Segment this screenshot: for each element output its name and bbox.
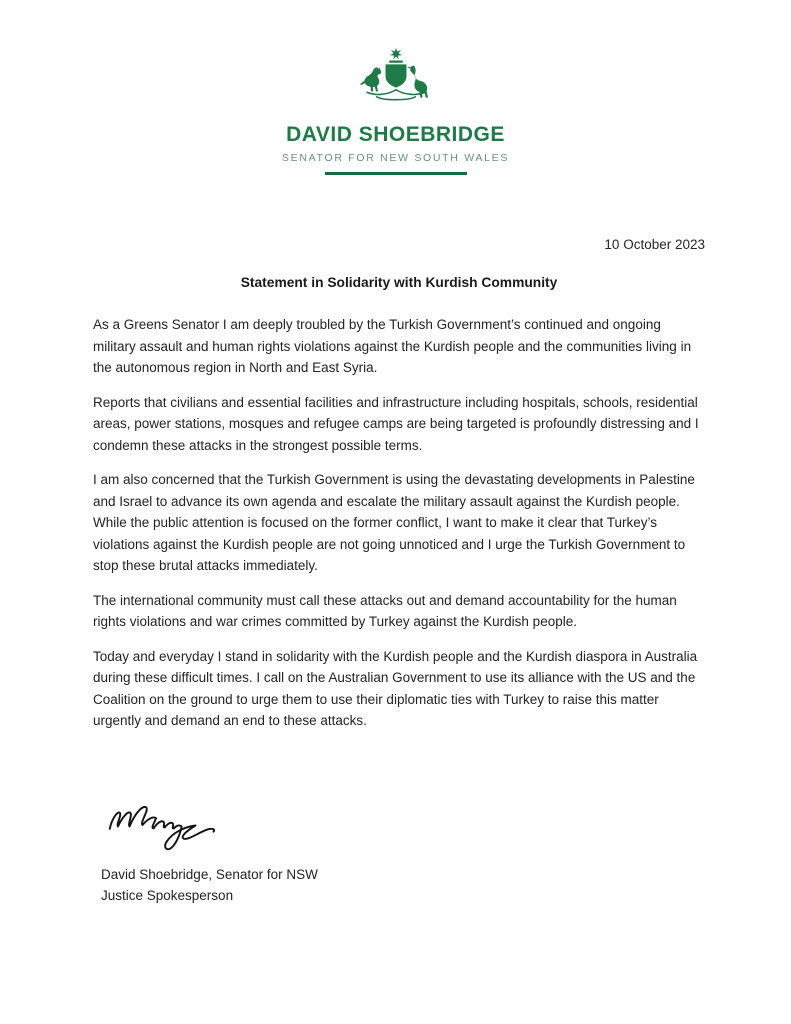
paragraph-1: As a Greens Senator I am deeply troubled by the Turkish Government’s continued and ongoing military assault and human rights violations against the Kurdish people and the communities living in the autonomous region in North and East Syria. xyxy=(93,317,692,375)
letterhead-divider xyxy=(325,172,467,175)
letter-paragraphs xyxy=(93,314,705,732)
letter-title: Statement in Solidarity with Kurdish Community xyxy=(240,275,558,290)
signatory-name: David Shoebridge, Senator for NSW xyxy=(101,866,318,882)
australian-coat-of-arms-icon xyxy=(343,46,449,121)
letter-body xyxy=(93,237,705,906)
letterhead xyxy=(0,0,791,175)
paragraph-5: Today and everyday I stand in solidarity with the Kurdish people and the Kurdish diaspora in Australia during these difficult times. I call on the Australian Government to use its alliance with the US and the Coalition on the ground to urge them to use their diplomatic ties with Turkey to raise this matter urgently and demand an end to these attacks. xyxy=(93,648,698,728)
letter-date: 10 October 2023 xyxy=(604,237,705,252)
signatory-role: Justice Spokesperson xyxy=(101,887,234,903)
letterhead-subtitle: SENATOR FOR NEW SOUTH WALES xyxy=(281,152,510,164)
paragraph-4: The international community must call these attacks out and demand accountability for the human rights violations and war crimes committed by Turkey against the Kurdish people. xyxy=(93,592,677,629)
handwritten-signature-icon xyxy=(103,796,238,854)
letterhead-name: DAVID SHOEBRIDGE xyxy=(286,123,505,146)
paragraph-2: Reports that civilians and essential facilities and infrastructure including hospitals, schools, residential areas, power stations, mosques and refugee camps are being targeted is profoundly distressing and I condemn these attacks in the strongest possible terms. xyxy=(93,394,699,453)
paragraph-3: I am also concerned that the Turkish Government is using the devastating developments in Palestine and Israel to advance its own agenda and escalate the military assault against the Kurdish people. While the public attention is focused on the former conflict, I want to make it clear that Turkey’s violations against the Kurdish people are not going unnoticed and I urge the Turkish Government to stop these brutal attacks immediately. xyxy=(93,472,695,573)
signature-block xyxy=(93,796,705,906)
